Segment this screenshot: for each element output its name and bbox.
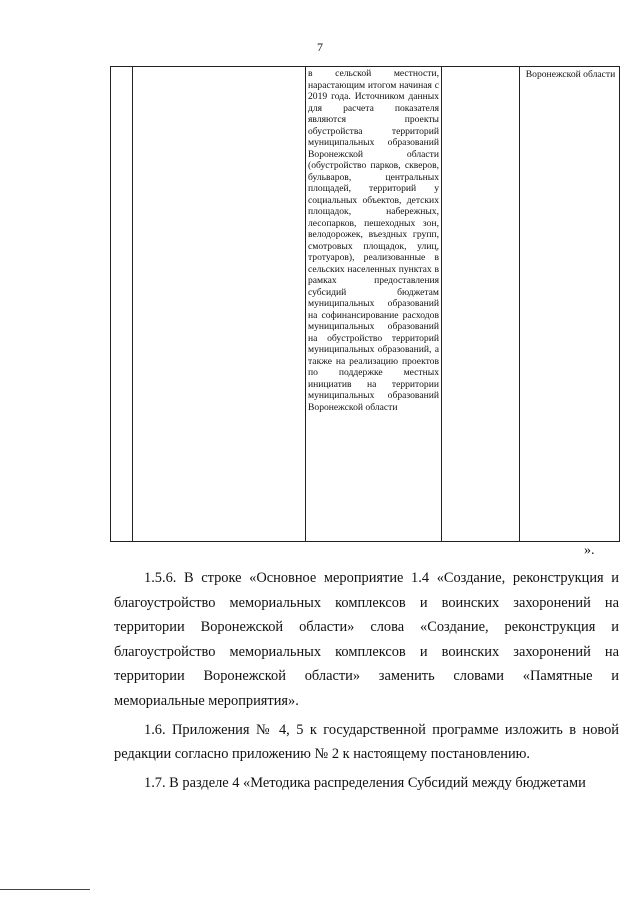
table-column-border <box>441 66 442 542</box>
table-column-border <box>619 66 620 542</box>
table-top-border <box>110 66 620 67</box>
table-bottom-border <box>110 541 620 542</box>
paragraph-1-6: 1.6. Приложения № 4, 5 к государственной программе изложить в новой редакции согласно приложению № 2 к настоящему постановлению. <box>114 721 619 763</box>
page-number: 7 <box>317 40 323 54</box>
table-column-border <box>132 66 133 542</box>
executor-cell: Воронежской области <box>525 69 616 80</box>
table-column-border <box>305 66 306 542</box>
indicator-description-cell: в сельской местности, нарастающим итогом начиная с 2019 года. Источником данных для расчета показателя являются проекты обустройства территорий муниципальных образований Воронежской области (обустройство парков, скверов, бульваров, центральных площадей, территорий у социальных объектов, детских площадок, набережных, лесопарков, пешеходных зон, велодорожек, въездных групп, смотровых площадок, улиц, тротуаров), реализованные в сельских населенных пунктах в рамках предоставления субсидий бюджетам муниципальных образований на софинансирование расходов муниципальных образований на обустройство территорий муниципальных образований, а также на реализацию проектов по поддержке местных инициатив на территории муниципальных образований Воронежской области <box>308 68 439 413</box>
closing-quote: ». <box>584 543 595 558</box>
indicator-table <box>110 66 620 542</box>
table-column-border <box>110 66 111 542</box>
footer-separator <box>0 889 90 890</box>
paragraph-1-7: 1.7. В разделе 4 «Методика распределения Субсидий между бюджетами <box>144 774 586 791</box>
paragraph-1-5-6: 1.5.6. В строке «Основное мероприятие 1.4 «Создание, реконструкция и благоустройство мемориальных комплексов и воинских захоронений на территории Воронежской области» слова «Создание, реконструкция и благоустройство мемориальных комплексов и воинских захоронений на территории Воронежской области» заменить словами «Памятные и мемориальные мероприятия». <box>114 570 619 709</box>
document-body <box>114 566 619 795</box>
table-column-border <box>519 66 520 542</box>
